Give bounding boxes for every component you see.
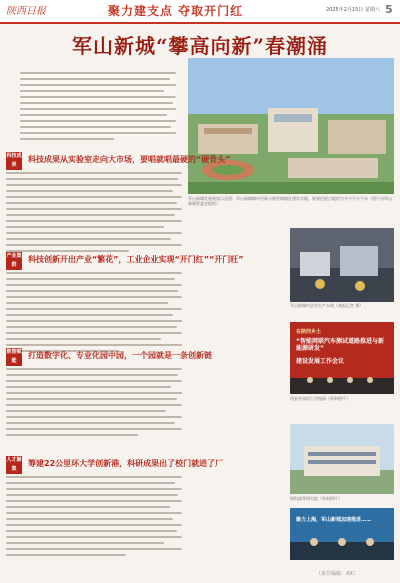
section-title: 筹建22公里环大学创新港，科研成果出了校门就进了厂 (28, 459, 224, 468)
section-tag: 数智赋能 (6, 349, 22, 364)
section-body (6, 272, 182, 356)
header-rule (0, 22, 400, 24)
section-body (6, 172, 182, 256)
research-photo-caption: 海科高等研究院（资料图片） (290, 496, 342, 501)
section-tag: 产业集群 (6, 253, 22, 268)
board-line-1: 在陕西乡土 (296, 329, 322, 335)
signing-banner: 聚力上海，军山新城加速推进…… (296, 517, 372, 523)
section-title: 打造数字化、专业化园中园，一个园就是一条创新链 (28, 351, 212, 360)
banner-slogan: 聚力建支点 夺取开门红 (108, 4, 244, 18)
footer-editor: （责任编辑：XX） (316, 571, 358, 577)
masthead: 陕西日报 (6, 6, 46, 17)
factory-photo-caption: 军山新城内企业生产车间（本报记者 摄） (290, 303, 364, 308)
section-title: 科技创新开出产业“繁花”，工业企业实现“开门红”“开门旺” (28, 255, 244, 264)
section-tag: 人才聚集 (6, 457, 22, 472)
lead-paragraph (20, 72, 176, 136)
signing-ceremony-photo (290, 508, 394, 560)
section-body (6, 476, 182, 560)
page-header (0, 0, 400, 22)
page-number: 5 (385, 3, 393, 16)
section-body (6, 368, 182, 440)
meeting-board-photo (290, 322, 394, 394)
section-title: 科技成果从实验室走向大市场，要唱就唱最硬的“硬骨头” (28, 155, 231, 164)
research-institute-photo (290, 424, 394, 494)
factory-photo (290, 228, 394, 302)
main-photo-caption: 军山新城发展规划示意图：军山新城城市更新与新型城镇化建设实践，规划范围占地约为多少平方千米（图片由军山新城管委会提供） (188, 196, 392, 207)
main-headline: 军山新城“攀高向新”春潮涌 (71, 34, 328, 58)
section-tag: 科技成果 (6, 153, 22, 168)
board-photo-caption: 西安外国语大学校园（资料图片） (290, 396, 350, 401)
campus-aerial-photo (188, 58, 394, 194)
board-line-3: 建设发展工作会议 (296, 358, 345, 365)
board-line-2: “智能网联汽车测试道路推进与新能源研发” (296, 338, 384, 353)
dateline: 2025年2月15日 星期六 (326, 7, 380, 13)
